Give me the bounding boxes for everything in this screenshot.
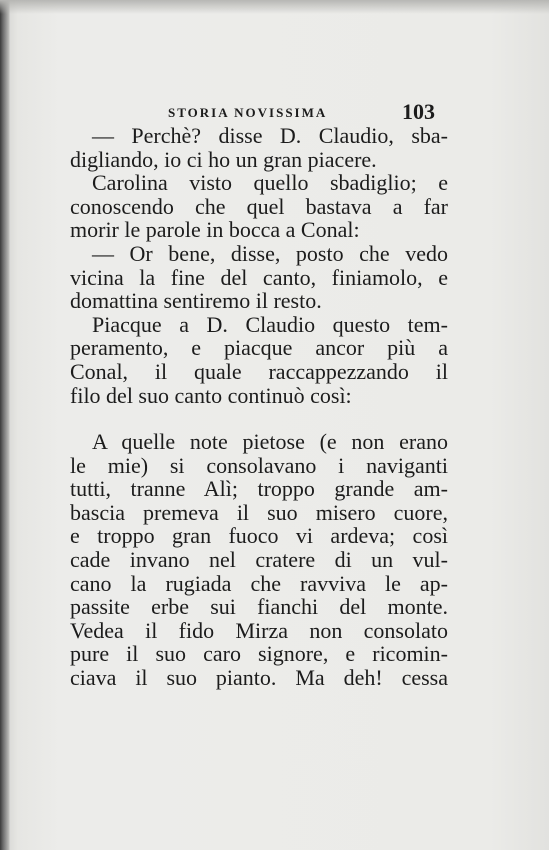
text-line: passite erbe sui fianchi del monte.: [70, 594, 448, 620]
page-header: [168, 99, 458, 125]
text-line: pure il suo caro signore, e ricomin-: [70, 641, 448, 667]
book-spine-shadow: [0, 0, 10, 850]
text-line: — Perchè? disse D. Claudio, sba-: [92, 123, 448, 148]
text-line: cade invano nel cratere di un vul-: [70, 546, 448, 572]
text-line: e troppo gran fuoco vi ardeva; così: [70, 523, 448, 549]
text-line: ciava il suo pianto. Ma deh! cessa: [70, 664, 448, 690]
text-line: peramento, e piacque ancor più a: [70, 335, 448, 361]
text-line: domattina sentiremo il resto.: [70, 288, 322, 314]
text-block-top: [70, 124, 448, 407]
text-line: le mie) si consolavano i naviganti: [70, 452, 448, 478]
text-line: — Or bene, disse, posto che vedo: [92, 240, 448, 266]
text-line: Conal, il quale raccappezzando il: [70, 358, 448, 384]
text-line: tutti, tranne Alì; troppo grande am-: [70, 476, 448, 502]
text-line: conoscendo che quel bastava a far: [70, 193, 448, 219]
text-line: A quelle note pietose (e non erano: [92, 429, 448, 454]
text-line: Carolina visto quello sbadiglio; e: [92, 170, 448, 196]
text-line: bascia premeva il suo misero cuore,: [70, 499, 448, 525]
text-block-bottom: [70, 430, 448, 690]
running-title: STORIA NOVISSIMA: [168, 105, 328, 120]
top-edge-shadow: [0, 0, 549, 14]
text-line: Piacque a D. Claudio questo tem-: [92, 311, 448, 337]
text-line: morir le parole in bocca a Conal:: [70, 217, 360, 243]
text-line: cano la rugiada che ravviva le ap-: [70, 570, 448, 596]
page-number: 103: [402, 99, 435, 124]
text-line: Vedea il fido Mirza non consolato: [70, 617, 448, 643]
text-line: filo del suo canto continuò così:: [70, 382, 352, 408]
text-line: digliando, io ci ho un gran piacere.: [70, 146, 377, 172]
text-line: vicina la fine del canto, finiamolo, e: [70, 264, 448, 290]
